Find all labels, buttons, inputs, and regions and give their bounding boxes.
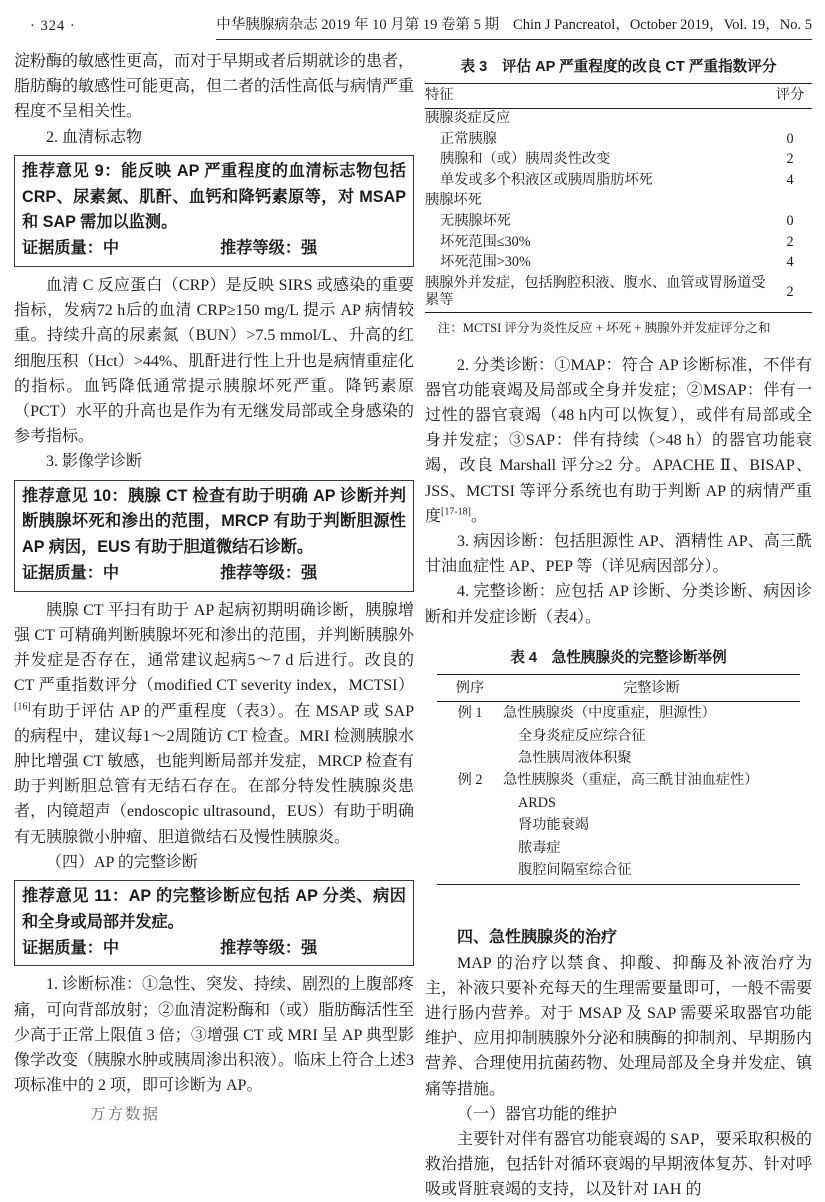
- recommendation-11-text: 推荐意见 11：AP 的完整诊断应包括 AP 分类、病因和全身或局部并发症。: [22, 887, 406, 931]
- paragraph-map-treatment: MAP 的治疗以禁食、抑酸、抑酶及补液治疗为主，补液只要补充每天的生理需要量即可，一般不需要进行肠内营养。对于 MSAP 及 SAP 需要采取器官功能维护、应用抑制胰腺外分泌和胰酶的抑制剂、早期肠内营养、合理使用抗菌药物、处理局部及全身并发症、镇痛等措施。: [425, 954, 812, 1098]
- paragraph-crp-markers: 血清 C 反应蛋白（CRP）是反映 SIRS 或感染的重要指标，发病72 h后的血清 CRP≥150 mg/L 提示 AP 病情较重。持续升高的尿素氮（BUN）>7.5 mmol/L、升高的红细胞压积（Hct）>44%、肌酐进行性上升也是病情重症化的指标。血钙降低通常提示胰腺坏死严重。降钙素原（PCT）水平的升高也是作为有无继发局部或全身感染的参考指标。: [14, 277, 414, 446]
- table-row: [425, 232, 812, 253]
- table-4-title: 表 4 急性胰腺炎的完整诊断举例: [510, 649, 727, 666]
- recommendation-box-10: [14, 480, 414, 592]
- case-number: 例 2: [457, 772, 483, 789]
- table-row: [425, 212, 812, 233]
- section-heading-treatment: 四、急性胰腺炎的治疗: [457, 929, 618, 947]
- journal-title-en: Chin J Pancreatol，October 2019，Vol. 19，No. 5: [513, 17, 812, 33]
- table-4-grid: [437, 674, 800, 886]
- table-3-note: 注：MCTSI 评分为炎性反应 + 坏死 + 胰腺外并发症评分之和: [437, 320, 771, 335]
- table-3-feature: 胰腺和（或）胰周炎性改变: [440, 151, 611, 168]
- diagnosis-line: 脓毒症: [518, 839, 561, 856]
- heading-imaging-diagnosis: 3. 影像学诊断: [46, 453, 143, 471]
- diagnosis-line: ARDS: [518, 794, 556, 811]
- reference-16: [16]: [14, 701, 31, 713]
- table-4-block: [425, 646, 812, 886]
- table-4-col-diagnosis: 完整诊断: [623, 679, 680, 696]
- paragraph-amylase-sensitivity: 淀粉酶的敏感性更高，而对于早期或者后期就诊的患者，脂肪酶的敏感性可能更高，但二者的活性高低与病情严重程度不呈相关性。: [14, 53, 415, 121]
- heading-serum-markers: 2. 血清标志物: [46, 128, 143, 146]
- paragraph-classification: [425, 353, 812, 529]
- right-column: [425, 49, 812, 1202]
- table-3-feature: 胰腺炎症反应: [425, 110, 511, 127]
- recommendation-box-9: [14, 155, 414, 267]
- paragraph-classification-part2: 。: [471, 507, 488, 525]
- recommendation-grade-label: 推荐等级：强: [220, 564, 318, 583]
- two-column-body: [0, 40, 825, 1202]
- wanfang-watermark: 万方数据: [90, 1106, 161, 1124]
- paragraph-diagnostic-criteria: 1. 诊断标准：①急性、突发、持续、剧烈的上腹部疼痛，可向背部放射；②血清淀粉酶和（或）脂肪酶活性至少高于正常上限值 3 倍；③增强 CT 或 MRI 呈 AP 典型影像学改变（胰腺水肿或胰周渗出积液）。临床上符合上述3 项标准中的 2 项，即可诊断为 AP。: [14, 976, 415, 1095]
- table-3-col-score: 评分: [768, 84, 812, 109]
- heading-complete-diagnosis: （四）AP 的完整诊断: [46, 853, 198, 871]
- reference-17-18: [17-18]: [441, 506, 472, 518]
- recommendation-10-footer: [22, 561, 406, 587]
- table-row: [425, 191, 812, 212]
- diagnosis-line: 急性胰腺炎（中度重症，胆源性）: [503, 705, 716, 722]
- table-3-score: 2: [786, 151, 794, 168]
- table-row: [425, 253, 812, 274]
- case-1-diagnoses: [503, 702, 800, 769]
- table-3-feature: 单发或多个积液区或胰周脂肪坏死: [440, 171, 653, 188]
- case-number: 例 1: [457, 705, 483, 722]
- recommendation-box-11: [14, 880, 414, 966]
- paragraph-sap-rescue: 主要针对伴有器官功能衰竭的 SAP，要采取积极的救治措施，包括针对循环衰竭的早期液体复苏、针对呼吸或肾脏衰竭的支持，以及针对 IAH 的: [425, 1131, 812, 1199]
- table-row: [425, 150, 812, 171]
- table-row-case-1: [437, 702, 800, 769]
- table-3-score: 0: [786, 213, 794, 230]
- table-row: [425, 170, 812, 191]
- table-3-score: 2: [786, 233, 794, 250]
- paragraph-ct-part2: 有助于评估 AP 的严重程度（表3）。在 MSAP 或 SAP 的病程中，建议每1～2周随访 CT 检查。MRI 检测胰腺水肿比增强 CT 敏感，也能判断局部并发症，MRCP 检查有助于判断胆总管有无结石存在。在部分特发性胰腺炎患者，内镜超声（endoscopic ultrasound，EUS）有助于明确有无胰腺微小肿瘤、胆道微结石及慢性胰腺炎。: [14, 702, 414, 846]
- evidence-quality-label: 证据质量：中: [22, 239, 120, 258]
- table-3-col-feature: 特征: [425, 84, 768, 109]
- paragraph-etiology-diagnosis: 3. 病因诊断：包括胆源性 AP、酒精性 AP、高三酰甘油血症性 AP、PEP 等（详见病因部分）。: [425, 532, 812, 576]
- recommendation-11-footer: [22, 936, 406, 962]
- table-3-feature: 胰腺外并发症，包括胸腔积液、腹水、血管或胃肠道受累等: [425, 274, 766, 309]
- journal-running-title: [216, 13, 812, 40]
- table-3-feature: 坏死范围>30%: [440, 254, 531, 271]
- table-row-case-2: [437, 769, 800, 884]
- diagnosis-line: 急性胰腺炎（重症，高三酰甘油血症性）: [503, 772, 759, 789]
- page-header: [0, 0, 825, 40]
- heading-organ-function: （一）器官功能的维护: [457, 1105, 618, 1123]
- table-3-score: [768, 108, 812, 129]
- paragraph-complete-diagnosis: 4. 完整诊断：应包括 AP 诊断、分类诊断、病因诊断和并发症诊断（表4）。: [425, 583, 812, 626]
- page-number: · 324 ·: [30, 18, 76, 34]
- evidence-quality-label: 证据质量：中: [22, 564, 120, 583]
- table-row: [425, 129, 812, 150]
- diagnosis-line: 腹腔间隔室综合征: [518, 862, 632, 879]
- table-row: [425, 273, 812, 312]
- paragraph-ct-part1: 胰腺 CT 平扫有助于 AP 起病初期明确诊断，胰腺增强 CT 可精确判断胰腺坏死和渗出的范围，并判断胰腺外并发症是否存在，通常建议起病5～7 d 后进行。改良的 CT 严重指数评分（modified CT severity index，MCTSI）: [14, 601, 414, 695]
- table-4-col-case: 例序: [455, 679, 485, 696]
- table-3-title: 表 3 评估 AP 严重程度的改良 CT 严重指数评分: [460, 59, 777, 75]
- table-3-score: 2: [786, 283, 794, 300]
- table-3-score: 4: [786, 171, 794, 188]
- diagnosis-line: 全身炎症反应综合征: [518, 727, 646, 744]
- table-3-feature: 正常胰腺: [440, 130, 497, 147]
- left-column: [14, 49, 414, 1202]
- table-row: [425, 108, 812, 129]
- table-3-grid: [425, 83, 812, 313]
- diagnosis-line: 急性胰周液体积聚: [518, 749, 632, 766]
- paragraph-classification-part1: 2. 分类诊断：①MAP：符合 AP 诊断标准，不伴有器官功能衰竭及局部或全身并发症；②MSAP：伴有一过性的器官衰竭（48 h内可以恢复），或伴有局部或全身并发症；③SAP：伴有持续（>48 h）的器官功能衰竭，改良 Marshall 评分≥2 分。APACHE Ⅱ、BISAP、JSS、MCTSI 等评分系统也有助于判断 AP 的病情严重度: [425, 356, 812, 525]
- table-3-score: [768, 191, 812, 212]
- diagnosis-line: 肾功能衰竭: [518, 817, 589, 834]
- table-3-feature: 胰腺坏死: [425, 192, 482, 209]
- paragraph-ct-imaging: [14, 598, 414, 850]
- table-4-header-row: [437, 675, 800, 702]
- recommendation-9-footer: [22, 236, 406, 262]
- table-3-score: 4: [786, 254, 794, 271]
- table-3-header-row: [425, 84, 812, 109]
- recommendation-grade-label: 推荐等级：强: [220, 239, 318, 258]
- case-2-diagnoses: [503, 769, 800, 881]
- table-3-feature: 无胰腺坏死: [440, 213, 511, 230]
- recommendation-9-text: 推荐意见 9：能反映 AP 严重程度的血清标志物包括 CRP、尿素氮、肌酐、血钙和降钙素原等，对 MSAP 和 SAP 需加以监测。: [22, 161, 406, 232]
- table-3-score: 0: [786, 130, 794, 147]
- recommendation-10-text: 推荐意见 10：胰腺 CT 检查有助于明确 AP 诊断并判断胰腺坏死和渗出的范围，MRCP 有助于判断胆源性 AP 病因，EUS 有助于胆道微结石诊断。: [22, 486, 406, 557]
- recommendation-grade-label: 推荐等级：强: [220, 938, 318, 957]
- journal-title-cn: 中华胰腺病杂志 2019 年 10 月第 19 卷第 5 期: [216, 17, 500, 33]
- table-3-block: [425, 55, 812, 337]
- table-3-feature: 坏死范围≤30%: [440, 233, 531, 250]
- evidence-quality-label: 证据质量：中: [22, 938, 120, 957]
